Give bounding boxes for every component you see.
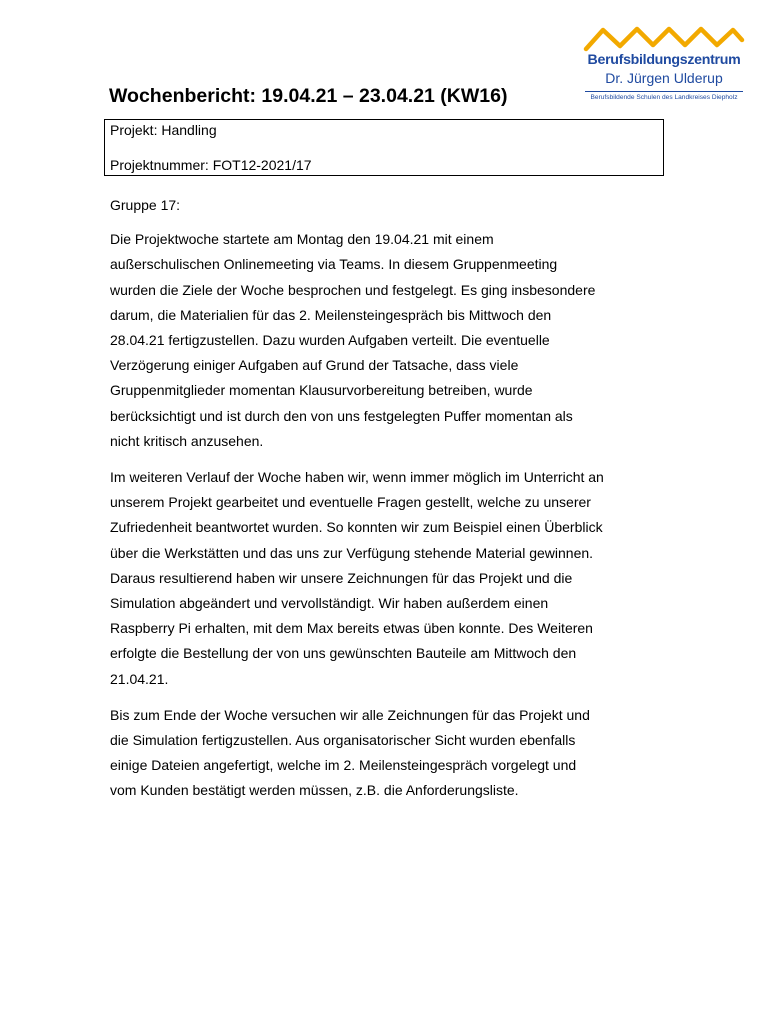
project-number: Projektnummer: FOT12-2021/17 [110,157,312,173]
text-line: Daraus resultierend haben wir unsere Zeichnungen für das Projekt und die [110,569,573,586]
logo-school-name: Berufsbildungszentrum [587,52,741,68]
project-name: Projekt: Handling [110,122,217,138]
text-line: einige Dateien angefertigt, welche im 2. Meilensteingespräch vorgelegt und [110,757,577,774]
text-line: unserem Projekt gearbeitet und eventuelle Fragen gestellt, welche zu unserer [110,494,591,511]
text-line: Zufriedenheit beantwortet wurden. So konnten wir zum Beispiel einen Überblick [110,519,603,536]
school-logo [583,24,745,110]
text-line: 28.04.21 fertigzustellen. Dazu wurden Aufgaben verteilt. Die eventuelle [110,332,550,349]
text-line: Verzögerung einiger Aufgaben auf Grund der Tatsache, dass viele [110,357,519,374]
project-info-box [104,119,664,176]
logo-subtitle: Berufsbildende Schulen des Landkreises Diepholz [590,94,738,101]
text-line: außerschulischen Onlinemeeting via Teams. In diesem Gruppenmeeting [110,256,558,273]
text-line: Bis zum Ende der Woche versuchen wir alle Zeichnungen für das Projekt und [110,706,590,723]
paragraph-3 [110,703,670,804]
page-title: Wochenbericht: 19.04.21 – 23.04.21 (KW16) [109,85,508,107]
paragraph-2 [110,465,670,692]
text-line: wurden die Ziele der Woche besprochen und festgelegt. Es ging insbesondere [110,281,596,298]
group-label [110,193,670,218]
text-line: Gruppenmitglieder momentan Klausurvorbereitung betreiben, wurde [110,382,533,399]
text-line: Simulation abgeändert und vervollständigt. Wir haben außerdem einen [110,595,549,612]
text-line: Die Projektwoche startete am Montag den 19.04.21 mit einem [110,231,494,248]
text-line: darum, die Materialien für das 2. Meilensteingespräch bis Mittwoch den [110,306,552,323]
logo-person-name: Dr. Jürgen Ulderup [605,70,723,86]
text-line: über die Werkstätten und das uns zur Verfügung stehende Material gewinnen. [110,544,594,561]
group-label-text: Gruppe 17: [110,197,181,213]
text-line: berücksichtigt und ist durch den von uns festgelegten Puffer momentan als [110,407,573,424]
text-line: 21.04.21. [110,670,169,687]
logo-divider [585,91,743,92]
paragraph-1 [110,227,670,454]
text-line: nicht kritisch anzusehen. [110,432,264,449]
text-line: vom Kunden bestätigt werden müssen, z.B. die Anforderungsliste. [110,782,519,799]
text-line: Im weiteren Verlauf der Woche haben wir, wenn immer möglich im Unterricht an [110,469,604,486]
text-line: Raspberry Pi erhalten, mit dem Max bereits etwas üben konnte. Des Weiteren [110,620,593,637]
text-line: erfolgte die Bestellung der von uns gewünschten Bauteile am Mittwoch den [110,645,577,662]
roof-zigzag-icon [583,24,745,54]
text-line: die Simulation fertigzustellen. Aus organisatorischer Sicht wurden ebenfalls [110,732,576,749]
report-body [110,193,670,804]
